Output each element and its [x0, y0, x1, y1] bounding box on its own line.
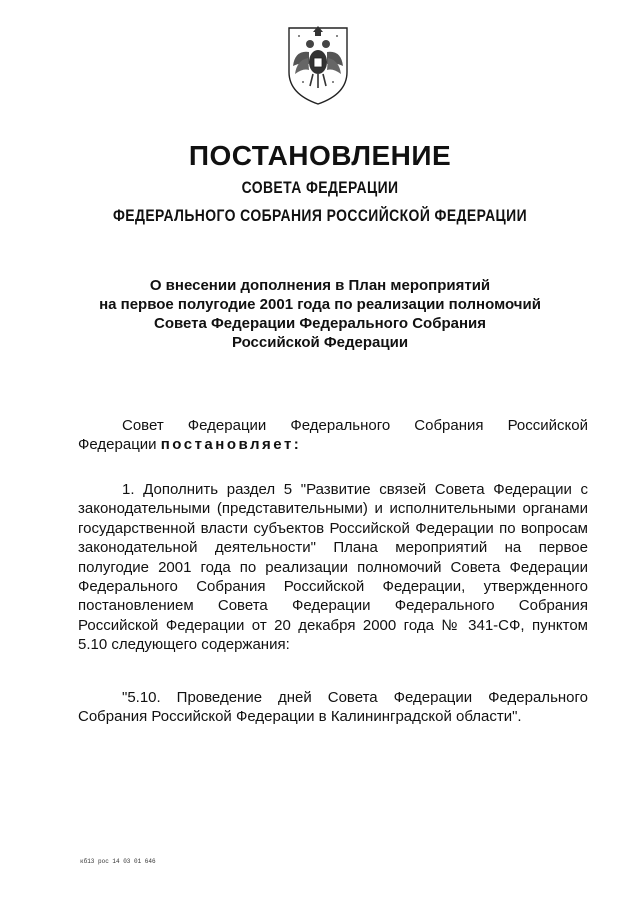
clause-1-paragraph: 1. Дополнить раздел 5 "Развитие связей Совета Федерации с законодательными (представительными) и исполнительными органами государственной власти субъектов Российской Федерации по вопросам законодательной деятельности" Плана мероприятий на первое полугодие 2001 года по реализации полномочий Совета Федерации Федерального Собрания Российской Федерации, утвержденного постановлением Совета Федерации Федерального Собрания Российской Федерации от 20 декабря 2000 года № 341-СФ, пунктом 5.10 следующего содержания:	[78, 481, 588, 654]
state-emblem-icon	[283, 22, 353, 108]
clause-1-quote-paragraph: "5.10. Проведение дней Совета Федерации Федерального Собрания Российской Федерации в Калининградской области".	[78, 689, 588, 726]
heading-line: Российской Федерации	[231, 334, 409, 351]
issuer-line-1: СОВЕТА ФЕДЕРАЦИИ	[241, 178, 399, 197]
issuer-line-2: ФЕДЕРАЛЬНОГО СОБРАНИЯ РОССИЙСКОЙ ФЕДЕРАЦИИ	[112, 206, 528, 225]
intro-text: Совет Федерации Федерального Собрания Российской Федерации	[78, 417, 588, 454]
heading-line: на первое полугодие 2001 года по реализации полномочий	[99, 296, 541, 313]
footer-code: кб13 рос 14 03 01 646	[80, 858, 156, 865]
heading-line: Совета Федерации Федерального Собрания	[153, 315, 487, 332]
heading-line: О внесении дополнения в План мероприятий	[149, 277, 491, 294]
intro-emphasis: постановляет:	[160, 436, 302, 454]
document-heading	[0, 276, 640, 352]
document-title: ПОСТАНОВЛЕНИЕ	[188, 140, 452, 171]
intro-paragraph	[78, 416, 588, 455]
